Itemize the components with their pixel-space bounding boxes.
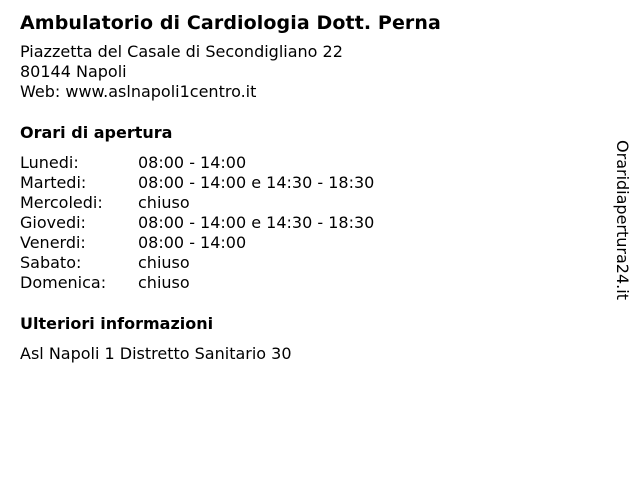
business-title: Ambulatorio di Cardiologia Dott. Perna bbox=[20, 12, 441, 34]
business-card bbox=[20, 10, 600, 364]
day-label: Lunedi: bbox=[20, 153, 79, 172]
day-hours: 08:00 - 14:00 e 14:30 - 18:30 bbox=[138, 213, 375, 232]
hours-row bbox=[20, 173, 600, 193]
day-label: Venerdi: bbox=[20, 233, 86, 252]
day-hours: 08:00 - 14:00 bbox=[138, 233, 247, 252]
day-hours: 08:00 - 14:00 bbox=[138, 153, 247, 172]
hours-row bbox=[20, 213, 600, 233]
hours-row bbox=[20, 153, 600, 173]
hours-row bbox=[20, 273, 600, 293]
more-info-text: Asl Napoli 1 Distretto Sanitario 30 bbox=[20, 344, 292, 363]
more-info-heading: Ulteriori informazioni bbox=[20, 314, 214, 333]
day-label: Giovedi: bbox=[20, 213, 86, 232]
address-block bbox=[20, 42, 600, 102]
day-label: Domenica: bbox=[20, 273, 107, 292]
hours-row bbox=[20, 233, 600, 253]
hours-row bbox=[20, 193, 600, 213]
opening-hours-heading: Orari di apertura bbox=[20, 123, 173, 142]
day-label: Mercoledi: bbox=[20, 193, 103, 212]
day-label: Sabato: bbox=[20, 253, 82, 272]
day-hours: chiuso bbox=[138, 273, 190, 292]
opening-hours-table bbox=[20, 153, 600, 293]
address-street: Piazzetta del Casale di Secondigliano 22 bbox=[20, 42, 343, 61]
day-hours: chiuso bbox=[138, 253, 190, 272]
website-line: Web: www.aslnapoli1centro.it bbox=[20, 82, 257, 101]
hours-row bbox=[20, 253, 600, 273]
day-hours: 08:00 - 14:00 e 14:30 - 18:30 bbox=[138, 173, 375, 192]
day-hours: chiuso bbox=[138, 193, 190, 212]
site-watermark: Oraridiapertura24.it bbox=[613, 140, 632, 300]
address-city: 80144 Napoli bbox=[20, 62, 127, 81]
day-label: Martedi: bbox=[20, 173, 87, 192]
